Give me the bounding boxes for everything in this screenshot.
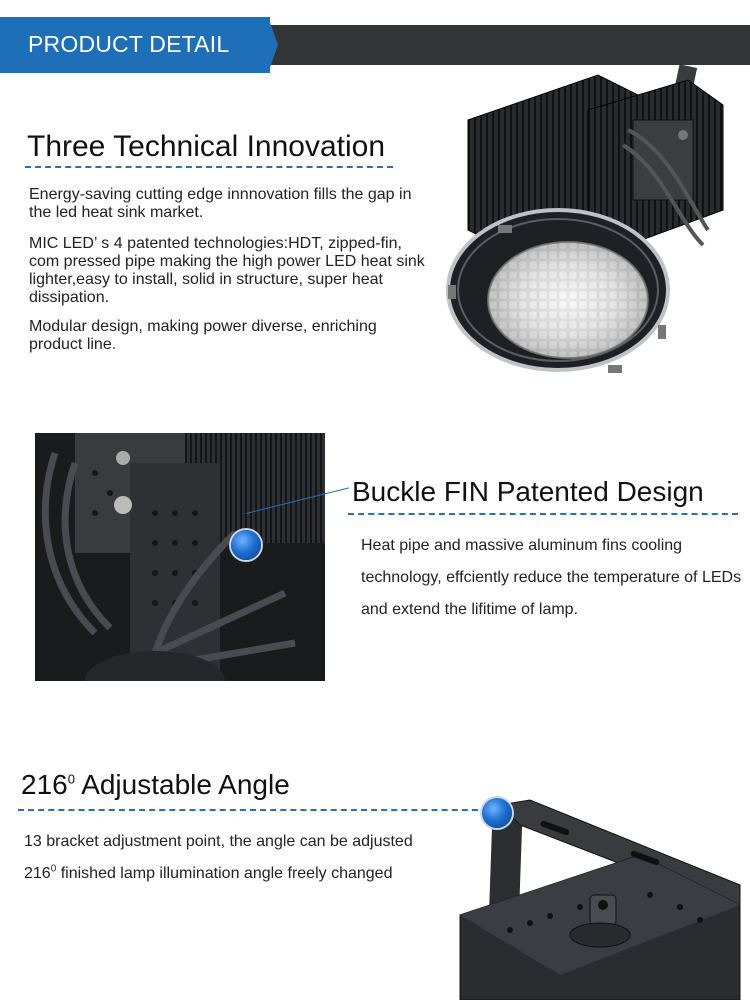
callout-dot: [231, 530, 261, 560]
angle-line-number: 216: [24, 865, 51, 882]
section-divider: [348, 513, 738, 515]
innovation-paragraph: Modular design, making power diverse, enriching product line.: [29, 318, 377, 353]
adjustable-angle-description: [24, 826, 438, 890]
innovation-paragraph: MIC LED’ s 4 patented technologies:HDT, zipped-fin, com pressed pipe making the high power LED heat sink lighter,easy to install, solid in structure, super heat dissipation.: [29, 235, 425, 306]
section-title-adjustable-angle: [21, 769, 290, 801]
angle-number: 216: [21, 769, 68, 800]
buckle-fin-description: Heat pipe and massive aluminum fins cooling technology, effciently reduce the temperature of LEDs and extend the lifitime of lamp.: [361, 537, 742, 618]
angle-description-line1: 13 bracket adjustment point, the angle can be adjusted: [24, 833, 413, 850]
angle-description-line2: [24, 858, 438, 890]
banner-background: [268, 25, 750, 65]
angle-line-sup: 0: [50, 863, 57, 875]
innovation-paragraph: Energy-saving cutting edge innnovation fills the gap in the led heat sink market.: [29, 186, 412, 221]
buckle-fin-closeup-image: [35, 433, 325, 681]
angle-degree-sup: 0: [67, 771, 75, 787]
section-divider: [18, 809, 488, 811]
high-bay-lamp-image: [438, 60, 750, 380]
bracket-image: [440, 795, 750, 1000]
section-divider: [25, 166, 393, 168]
section-title-innovation: Three Technical Innovation: [27, 130, 386, 163]
callout-dot: [482, 798, 512, 828]
banner-title: PRODUCT DETAIL: [28, 31, 230, 57]
angle-title-rest: Adjustable Angle: [74, 769, 290, 800]
banner-arrow-tip: [268, 17, 278, 73]
section-title-buckle-fin: Buckle FIN Patented Design: [352, 476, 704, 507]
angle-line-rest: finished lamp illumination angle freely changed: [56, 865, 393, 882]
